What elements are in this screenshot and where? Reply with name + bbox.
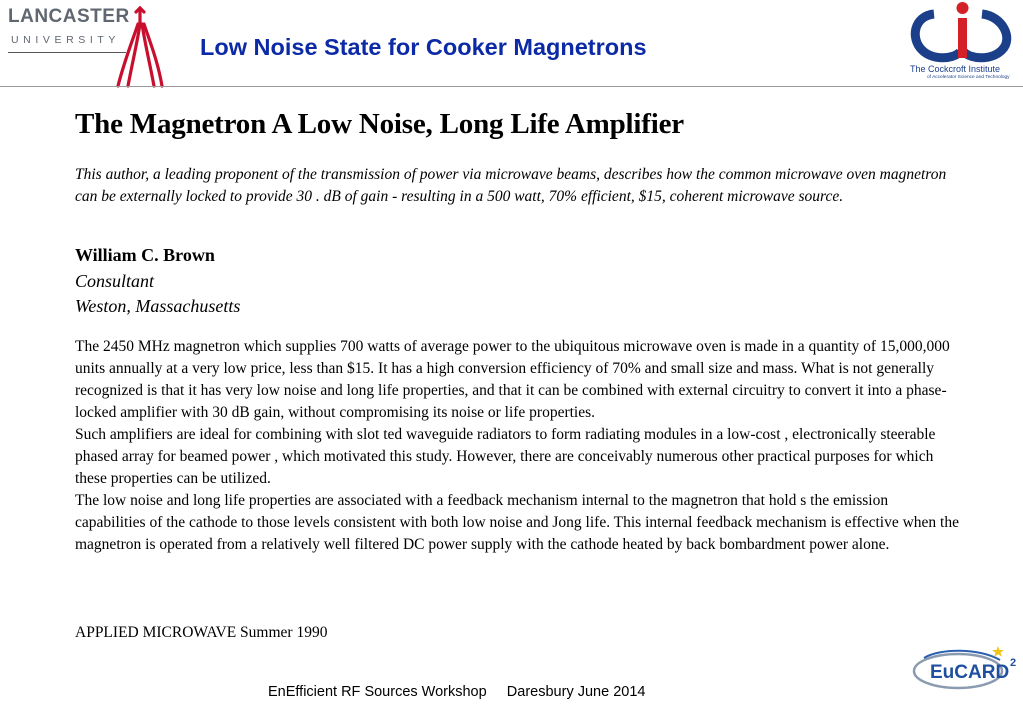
eucard-logo-superscript: 2: [1010, 657, 1017, 669]
body-paragraph: The low noise and long life properties are associated with a feedback mechanism internal to the magnetron that hold s the emission capabilities of the cathode to those levels consistent with both low noise and Jong life. This internal feedback mechanism is effective when the magnetron is operated from a relatively well filtered DC power supply with the cathode heated by back bombardment power alone.: [75, 492, 959, 553]
body-paragraph: The 2450 MHz magnetron which supplies 700 watts of average power to the ubiquitous microwave oven is made in a quantity of 15,000,000 units annually at a very low price, less than $15. It has a high conversion efficiency of 70% and small size and mass. What is not generally recognized is that it has very low noise and long life properties, and that it can be combined with external circuitry to convert it into a phase-locked amplifier with 30 dB gain, without compromising its noise or life properties.: [75, 338, 950, 421]
cockcroft-logo-name: The Cockcroft Institute: [910, 64, 1001, 74]
footer-text: EnEfficient RF Sources Workshop Daresbury June 2014: [268, 684, 646, 700]
lancaster-logo-name: LANCASTER: [8, 6, 130, 27]
header-title: Low Noise State for Cooker Magnetrons: [200, 34, 647, 60]
article-title: The Magnetron A Low Noise, Long Life Amplifier: [75, 108, 684, 140]
body-paragraph: Such amplifiers are ideal for combining with slot ted waveguide radiators to form radiating modules in a low-cost , electronically steerable phased array for beamed power , which motivated this study. However, there are conceivably numerous other practical purposes for which these properties can be utilized.: [75, 426, 936, 487]
article-body: [75, 336, 961, 556]
author-location: Weston, Massachusetts: [75, 296, 241, 316]
lancaster-logo-sub: UNIVERSITY: [11, 34, 121, 46]
eucard-logo-name: EuCARD: [930, 662, 1010, 683]
article-citation: APPLIED MICROWAVE Summer 1990: [75, 624, 328, 641]
header-divider: [0, 86, 1023, 87]
lancaster-logo-rule: [8, 52, 126, 53]
cockcroft-logo-sub: of Accelerator Science and Technology: [927, 75, 1010, 80]
cockcroft-emblem-icon: [904, 0, 1020, 64]
eucard-emblem-icon: [910, 644, 1020, 694]
lancaster-university-logo: [8, 6, 158, 86]
author-role: Consultant: [75, 271, 155, 291]
lancaster-rose-emblem-icon: [116, 6, 164, 88]
cockcroft-institute-logo: [900, 0, 1022, 86]
eucard-logo: [910, 644, 1020, 694]
article-abstract: This author, a leading proponent of the transmission of power via microwave beams, describes how the common microwave oven magnetron can be externally locked to provide 30 . dB of gain - resulting in a 500 watt, 70% efficient, $15, coherent microwave source.: [75, 166, 947, 205]
author-name: William C. Brown: [75, 245, 215, 265]
